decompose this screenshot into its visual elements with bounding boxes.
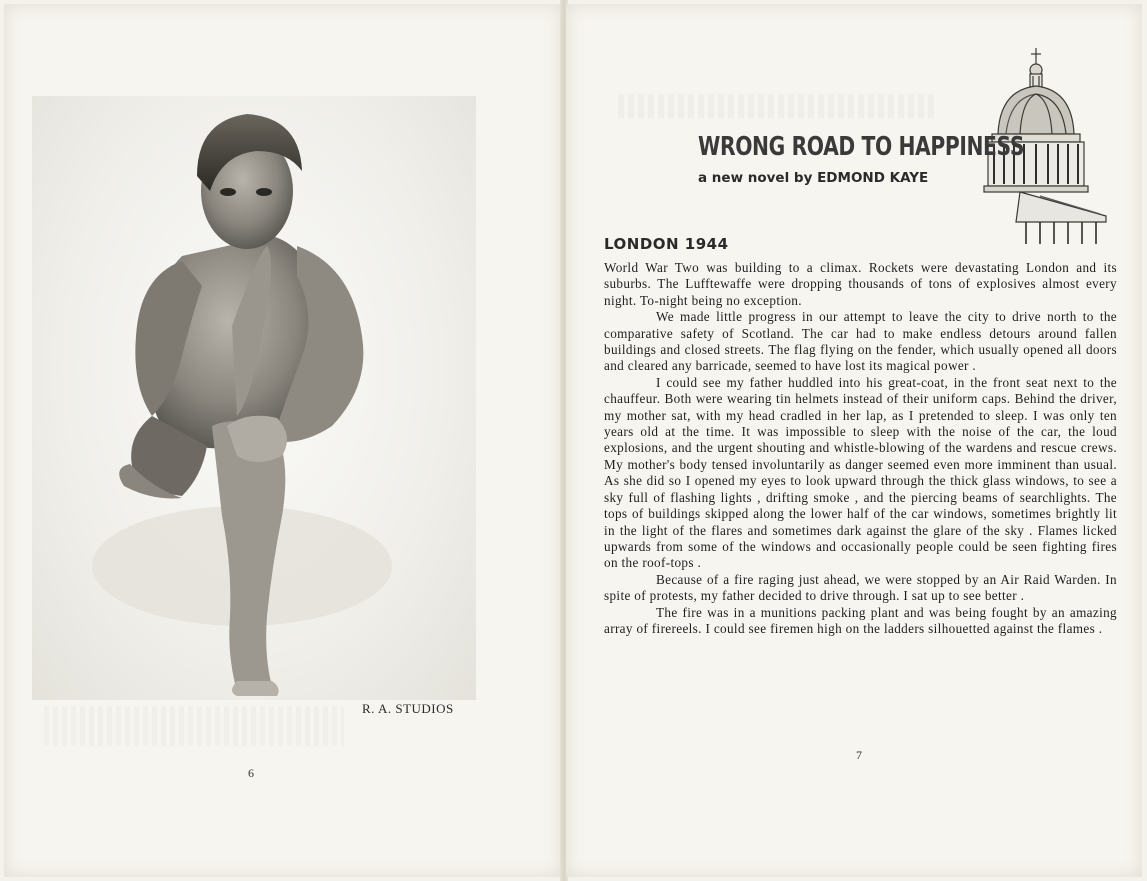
figure-illustration bbox=[32, 96, 476, 700]
show-through-text bbox=[44, 706, 344, 746]
page-number-left: 6 bbox=[248, 766, 254, 780]
photo-credit: R. A. STUDIOS bbox=[362, 701, 454, 716]
paragraph: The fire was in a munitions packing plant and was being fought by an amazing array of firereels. I could see firemen high on the ladders silhouetted against the flames . bbox=[604, 604, 1117, 636]
paragraph: World War Two was building to a climax. Rockets were devastating London and its suburbs. The Lufftewaffe were dropping thousands of tons of explosives almost every night. To-night being no exception. bbox=[604, 260, 1117, 308]
story-title: WRONG ROAD TO HAPPINESS bbox=[698, 132, 1025, 162]
show-through-text bbox=[618, 94, 938, 118]
paragraph: Because of a fire raging just ahead, we were stopped by an Air Raid Warden. In spite of protests, my father decided to drive through. I sat up to see better . bbox=[604, 571, 1117, 604]
left-page bbox=[4, 4, 562, 877]
story-subtitle: a new novel by EDMOND KAYE bbox=[698, 170, 929, 186]
paragraph: I could see my father huddled into his great-coat, in the front seat next to the chauffeur. Both were wearing tin helmets instead of their uniform caps. Behind the driver, my mother sat, with my head cradled in her lap, as I pretended to sleep. I was only ten years old at the time. It was impossible to sleep with the noise of the car, the loud explosions, and the urgent shouting and whistle-blowing of the wardens and rescue crews. My mother's body tensed involuntarily as danger seemed even more imminent than usual. As she did so I opened my eyes to look upward through the thick glass windows, to see a sky full of flashing lights , drifting smoke , and the piercing beams of searchlights. The tops of buildings skipped along the lower half of the car windows, sometimes brightly lit in the light of the flares and sometimes dark against the glare of the sky . Flames licked upwards from some of the windows and occasionally people could be seen fighting fires on the roof-tops . bbox=[604, 374, 1117, 571]
page-number-right: 7 bbox=[856, 748, 862, 762]
story-body bbox=[604, 260, 1117, 637]
section-heading: LONDON 1944 bbox=[604, 235, 729, 253]
model-photo bbox=[32, 96, 476, 700]
right-page bbox=[566, 4, 1142, 877]
paragraph: We made little progress in our attempt to leave the city to drive north to the comparative safety of Scotland. The car had to make endless detours around fallen buildings and closed streets. The flag flying on the fender, which usually opened all doors and cleared any barricade, seemed to have lost its magical power . bbox=[604, 309, 1117, 374]
